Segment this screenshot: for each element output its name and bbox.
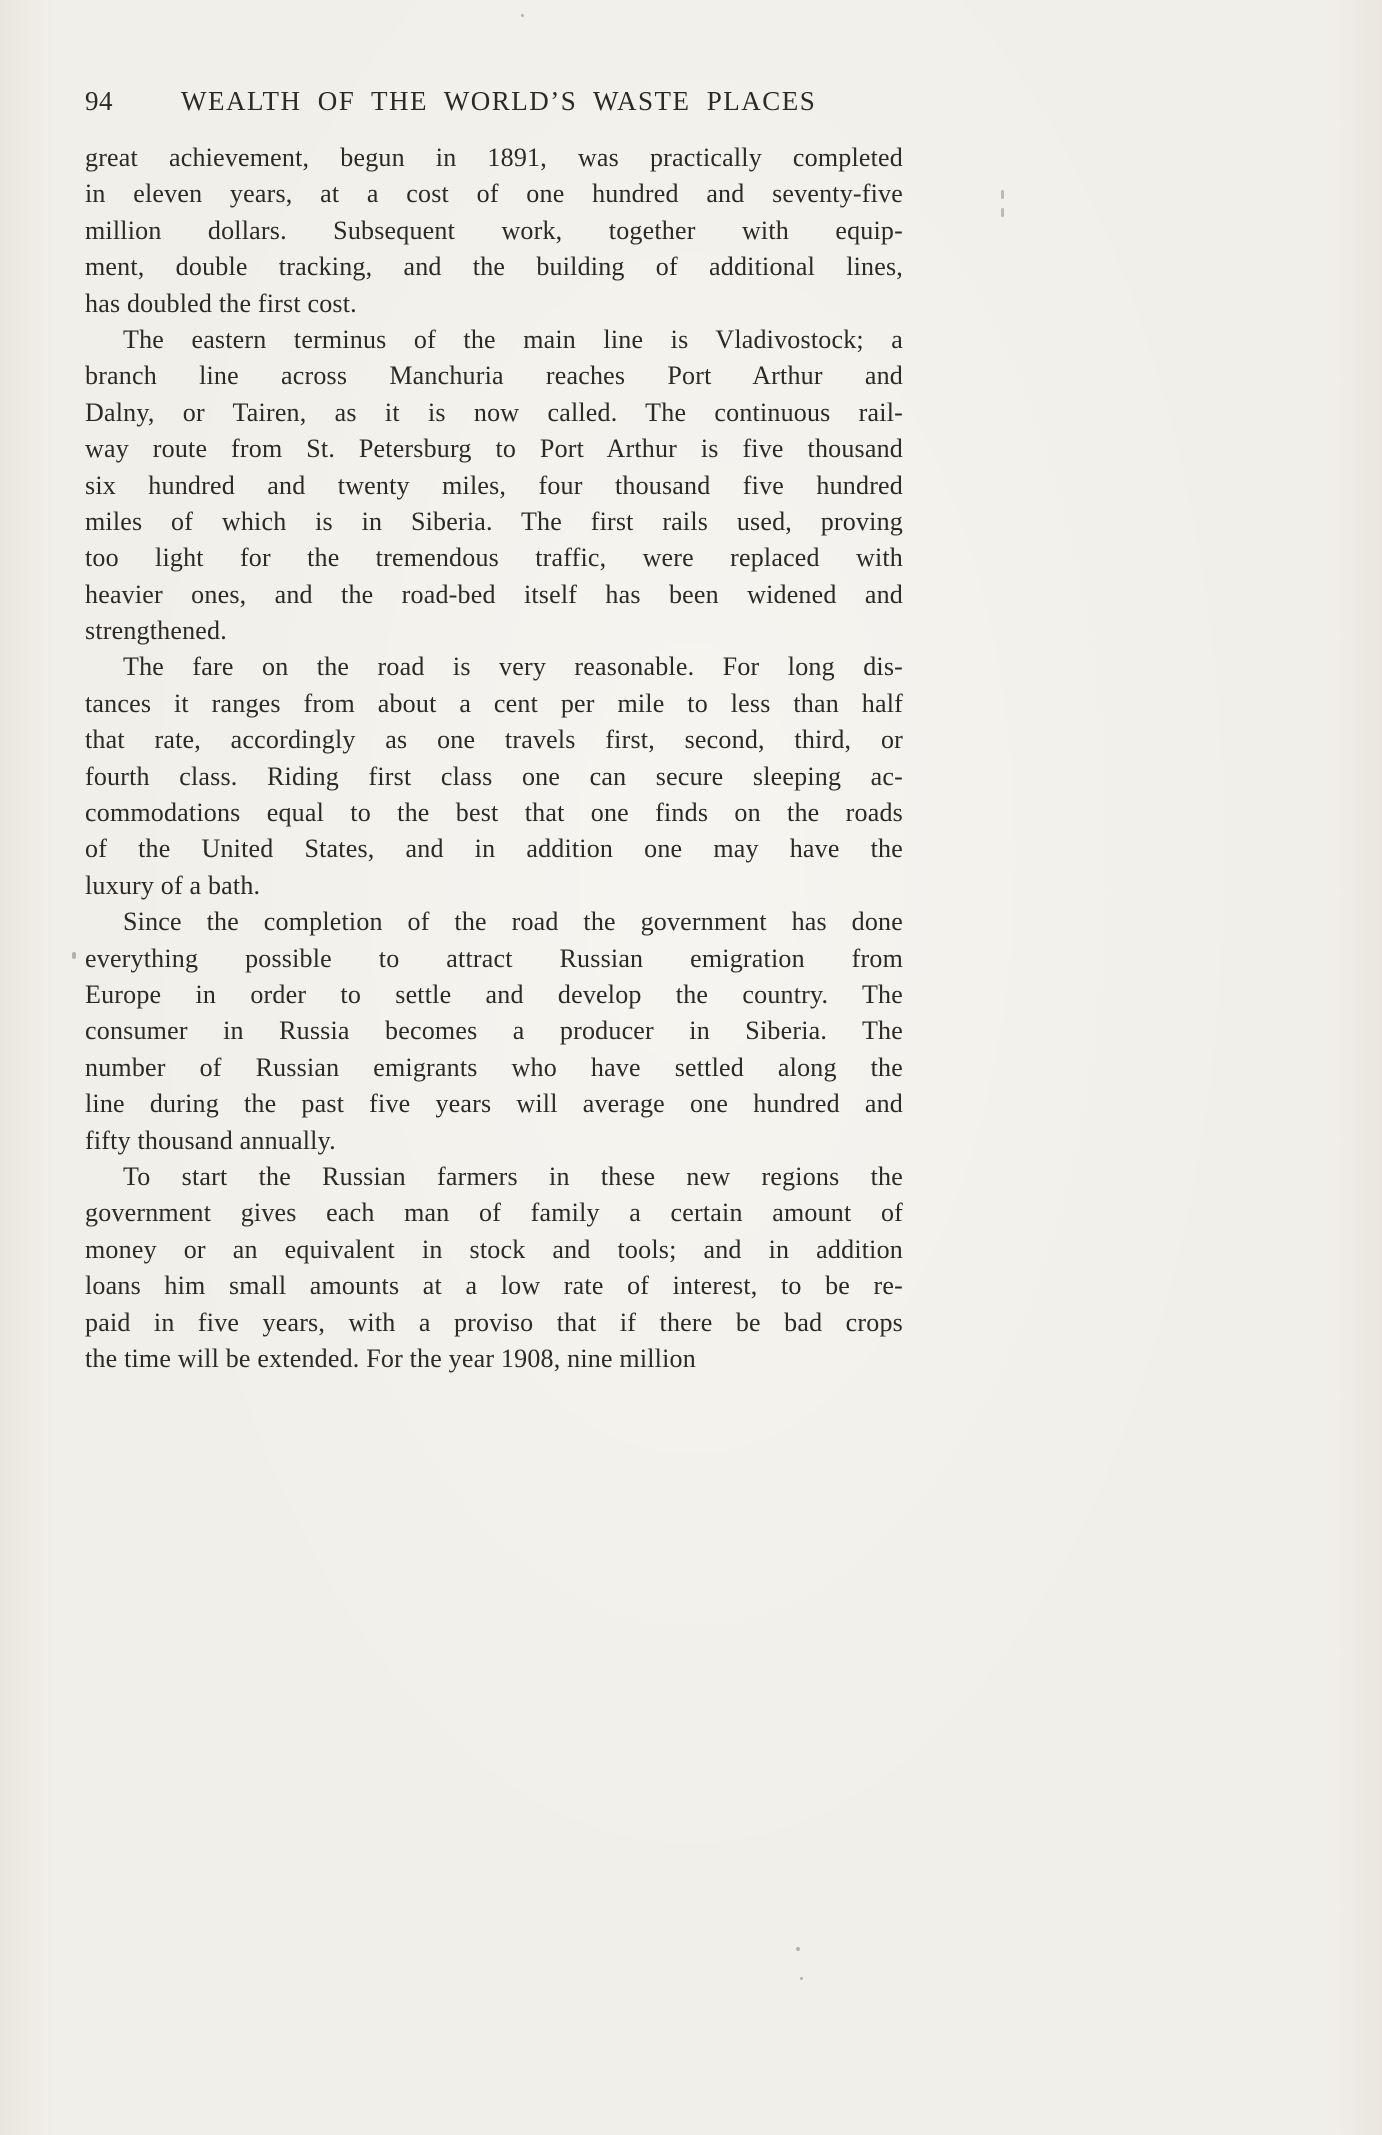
- text-line: Europe in order to settle and develop the country. The: [85, 979, 903, 1009]
- page-number: 94: [85, 86, 113, 116]
- text-line: luxury of a bath.: [85, 870, 261, 900]
- text-line: has doubled the first cost.: [85, 288, 357, 318]
- text-line: The fare on the road is very reasonable. For long dis-: [123, 652, 903, 682]
- running-header: [85, 86, 903, 117]
- paragraph: [85, 649, 903, 904]
- text-line: six hundred and twenty miles, four thousand five hundred: [85, 470, 903, 500]
- text-line: line during the past five years will average one hundred and: [85, 1089, 903, 1119]
- paragraph: [85, 322, 903, 650]
- text-line: loans him small amounts at a low rate of interest, to be re-: [85, 1271, 903, 1301]
- scan-speck: [800, 1977, 803, 1980]
- scan-speck: [521, 14, 524, 17]
- paragraph: [85, 904, 903, 1159]
- page-body: [85, 140, 903, 1377]
- text-line: way route from St. Petersburg to Port Arthur is five thousand: [85, 434, 903, 464]
- text-line: fourth class. Riding first class one can secure sleeping ac-: [85, 761, 903, 791]
- paragraph: [85, 1159, 903, 1377]
- scan-speck: [796, 1947, 800, 1951]
- text-line: branch line across Manchuria reaches Port Arthur and: [85, 361, 903, 391]
- text-line: number of Russian emigrants who have settled along the: [85, 1052, 903, 1082]
- text-line: money or an equivalent in stock and tools; and in addition: [85, 1234, 903, 1264]
- text-line: that rate, accordingly as one travels first, second, third, or: [85, 725, 903, 755]
- text-line: Dalny, or Tairen, as it is now called. The continuous rail-: [85, 397, 903, 427]
- text-line: everything possible to attract Russian emigration from: [85, 943, 903, 973]
- text-line: Since the completion of the road the government has done: [123, 907, 903, 937]
- text-line: great achievement, begun in 1891, was practically completed: [85, 143, 903, 172]
- text-line: commodations equal to the best that one finds on the roads: [85, 798, 903, 828]
- text-line: consumer in Russia becomes a producer in Siberia. The: [85, 1016, 903, 1046]
- text-line: heavier ones, and the road-bed itself has been widened and: [85, 579, 903, 609]
- text-line: of the United States, and in addition one may have the: [85, 834, 903, 864]
- text-line: strengthened.: [85, 616, 227, 646]
- text-line: tances it ranges from about a cent per mile to less than half: [85, 688, 903, 718]
- text-line: The eastern terminus of the main line is Vladivostock; a: [123, 324, 903, 354]
- text-line: too light for the tremendous traffic, were replaced with: [85, 543, 903, 573]
- text-line: ment, double tracking, and the building of additional lines,: [85, 252, 903, 282]
- text-line: miles of which is in Siberia. The first rails used, proving: [85, 506, 903, 536]
- running-title: WEALTH OF THE WORLD’S WASTE PLACES: [181, 86, 817, 116]
- text-line: the time will be extended. For the year 1908, nine million: [85, 1343, 696, 1373]
- text-line: million dollars. Subsequent work, together with equip-: [85, 215, 903, 245]
- text-line: in eleven years, at a cost of one hundred and seventy-five: [85, 179, 903, 209]
- paragraph: [85, 140, 903, 322]
- scan-speck: [72, 952, 76, 959]
- text-line: To start the Russian farmers in these new regions the: [123, 1161, 903, 1191]
- text-line: fifty thousand annually.: [85, 1125, 336, 1155]
- scan-mark: [1001, 190, 1004, 199]
- text-column: [85, 86, 903, 1377]
- text-line: paid in five years, with a proviso that if there be bad crops: [85, 1307, 903, 1337]
- scan-mark: [1001, 208, 1004, 217]
- text-line: government gives each man of family a certain amount of: [85, 1198, 903, 1228]
